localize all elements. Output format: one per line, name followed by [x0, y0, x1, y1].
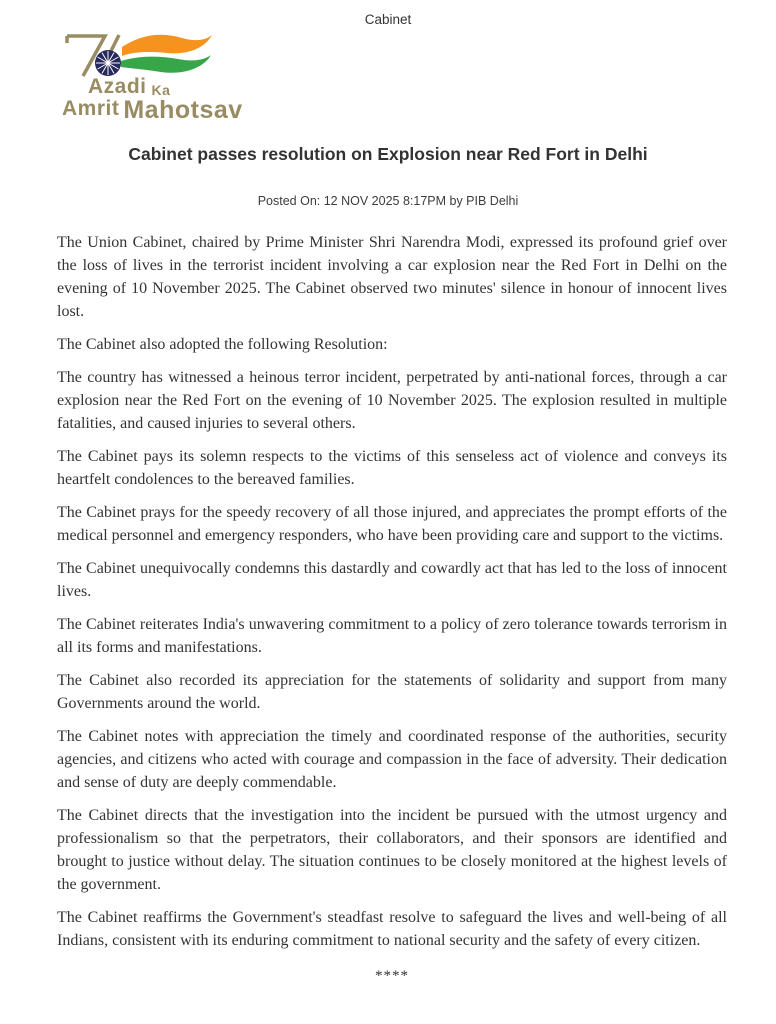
paragraph: The country has witnessed a heinous terror incident, perpetrated by anti-national forces, through a car explosion near the Red Fort on the evening of 10 November 2025. The explosion resulted in multiple fatalities, and caused injuries to several others. [57, 369, 727, 432]
india-flag-icon [121, 35, 212, 73]
paragraph: The Cabinet reaffirms the Government's steadfast resolve to safeguard the lives and well-being of all Indians, consistent with its enduring commitment to national security and the safety of every citizen. [57, 909, 727, 949]
numeral-five-stem [111, 35, 119, 51]
azadi-ka-amrit-mahotsav-logo [62, 30, 243, 124]
logo-wordmark [62, 75, 243, 124]
article-body [57, 231, 727, 988]
paragraph: The Union Cabinet, chaired by Prime Minister Shri Narendra Modi, expressed its profound grief over the loss of lives in the terrorist incident involving a car explosion near the Red Fort in Delhi on the evening of 10 November 2025. The Cabinet observed two minutes' silence in honour of innocent lives lost. [57, 234, 727, 320]
end-of-release-mark: **** [375, 968, 409, 984]
logo-word-azadi: Azadi [88, 75, 147, 98]
paragraph: The Cabinet notes with appreciation the timely and coordinated response of the authorities, security agencies, and citizens who acted with courage and compassion in the face of adversity. Their dedication and sense of duty are deeply commendable. [57, 728, 727, 791]
paragraph: The Cabinet also adopted the following Resolution: [57, 336, 388, 353]
logo-word-mahotsav: Mahotsav [123, 96, 243, 124]
paragraph: The Cabinet also recorded its appreciation for the statements of solidarity and support from many Governments around the world. [57, 672, 727, 712]
logo-word-ka: Ka [151, 82, 171, 98]
paragraph: The Cabinet directs that the investigation into the incident be pursued with the utmost urgency and professionalism so that the perpetrators, their collaborators, and their sponsors are identified and brought to justice without delay. The situation continues to be closely monitored at the highest levels of the government. [57, 807, 727, 893]
posted-on-line: Posted On: 12 NOV 2025 8:17PM by PIB Delhi [257, 194, 519, 208]
logo-artwork [62, 30, 212, 78]
paragraph: The Cabinet pays its solemn respects to the victims of this senseless act of violence and conveys its heartfelt condolences to the bereaved families. [57, 448, 727, 488]
ministry-label: Cabinet [364, 12, 412, 27]
page-title: Cabinet passes resolution on Explosion near Red Fort in Delhi [128, 143, 648, 164]
logo-word-amrit: Amrit [62, 97, 120, 120]
paragraph: The Cabinet unequivocally condemns this dastardly and cowardly act that has led to the loss of innocent lives. [57, 560, 727, 600]
paragraph: The Cabinet prays for the speedy recovery of all those injured, and appreciates the prompt efforts of the medical personnel and emergency responders, who have been providing care and support to the victims. [57, 504, 727, 544]
ashoka-chakra-icon [95, 50, 121, 76]
paragraph: The Cabinet reiterates India's unwavering commitment to a policy of zero tolerance towards terrorism in all its forms and manifestations. [57, 616, 727, 656]
